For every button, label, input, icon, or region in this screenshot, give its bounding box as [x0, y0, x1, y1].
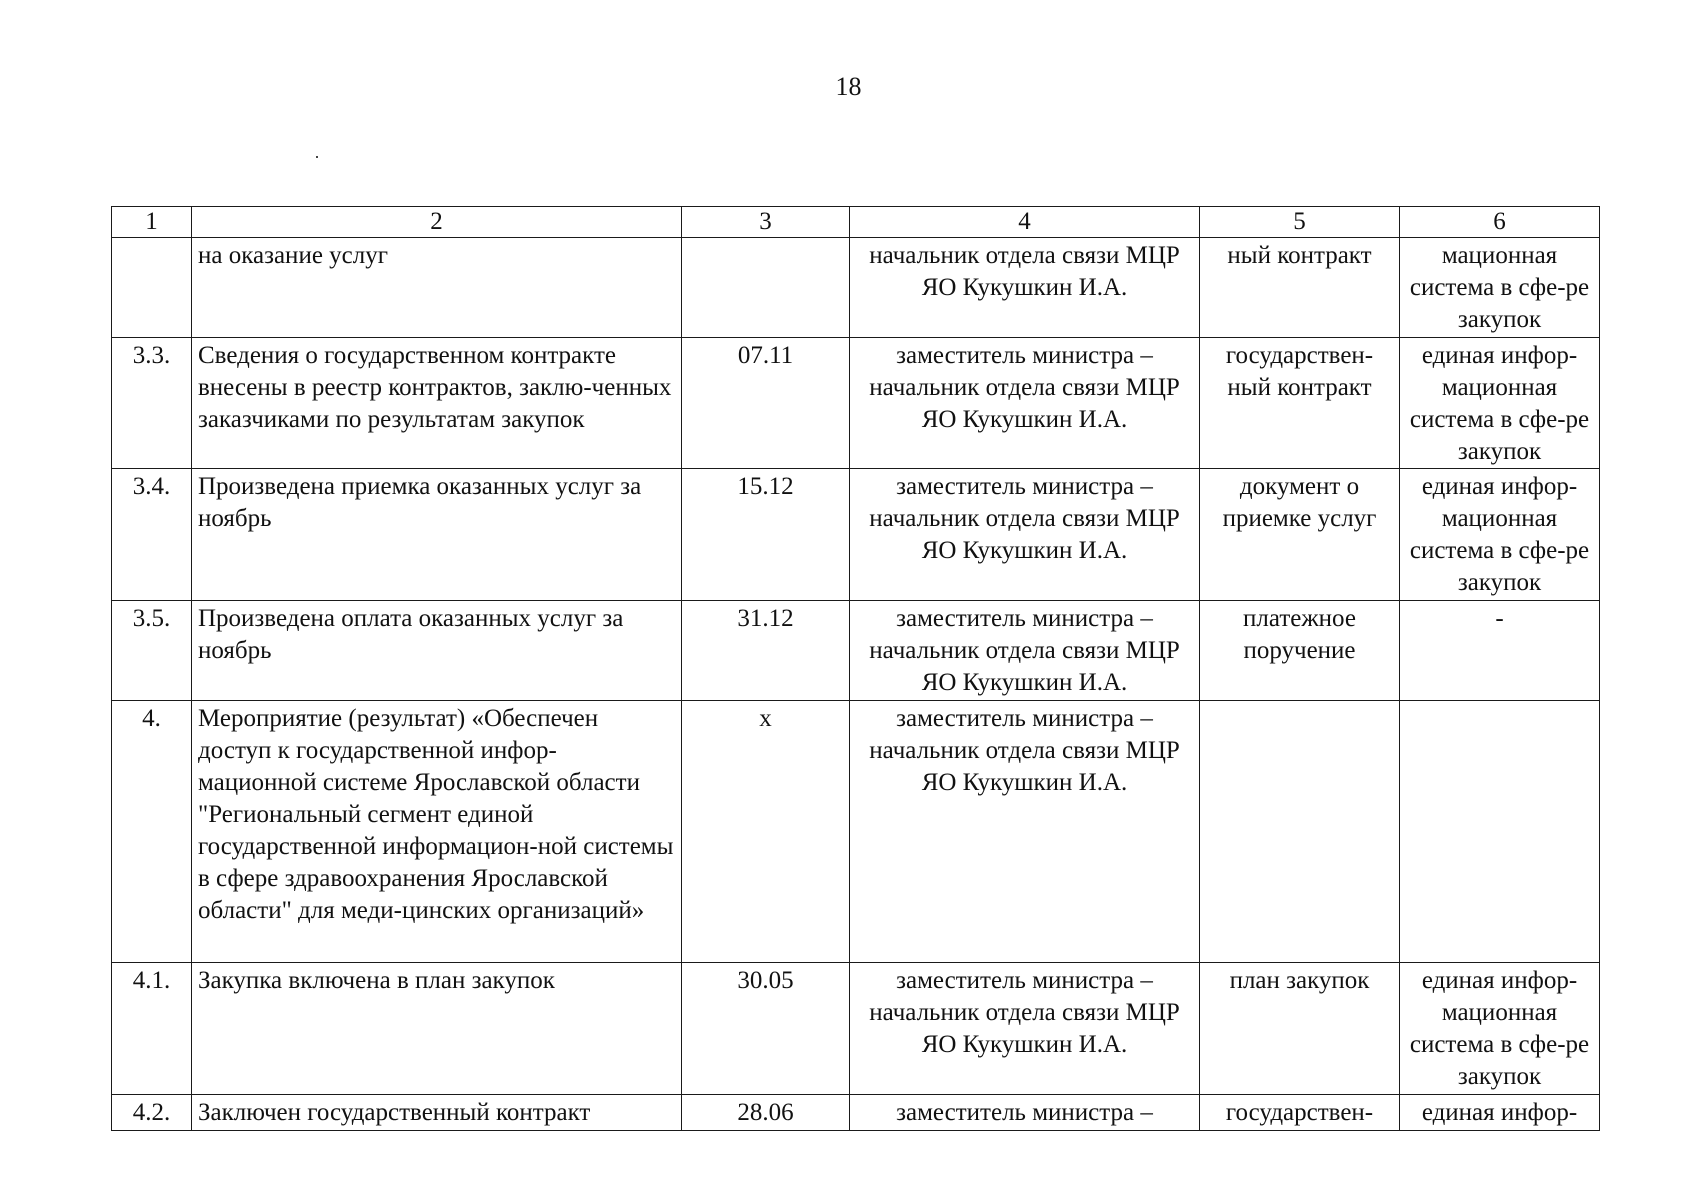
scan-speck: [316, 156, 318, 158]
table-header-row: [112, 207, 1600, 238]
document-cell: [1200, 701, 1400, 963]
table-row: [112, 963, 1600, 1095]
system-cell: единая инфор-мационная система в сфе-ре закупок: [1400, 469, 1600, 601]
row-number: 3.4.: [112, 469, 192, 601]
row-number: 3.3.: [112, 338, 192, 469]
responsible-cell: заместитель министра – начальник отдела связи МЦР ЯО Кукушкин И.А.: [850, 701, 1200, 963]
document-cell: ный контракт: [1200, 238, 1400, 338]
system-cell: -: [1400, 601, 1600, 701]
event-cell: Произведена приемка оказанных услуг за ноябрь: [192, 469, 682, 601]
header-col-3: 3: [682, 207, 850, 238]
event-cell: Произведена оплата оказанных услуг за ноябрь: [192, 601, 682, 701]
date-cell: 30.05: [682, 963, 850, 1095]
row-number: [112, 238, 192, 338]
date-cell: [682, 238, 850, 338]
system-cell: [1400, 701, 1600, 963]
row-number: 3.5.: [112, 601, 192, 701]
table-row: [112, 469, 1600, 601]
responsible-cell: заместитель министра – начальник отдела связи МЦР ЯО Кукушкин И.А.: [850, 469, 1200, 601]
table-row: [112, 701, 1600, 963]
responsible-cell: заместитель министра – начальник отдела связи МЦР ЯО Кукушкин И.А.: [850, 963, 1200, 1095]
header-col-4: 4: [850, 207, 1200, 238]
row-number: 4.2.: [112, 1095, 192, 1131]
system-cell: мационная система в сфе-ре закупок: [1400, 238, 1600, 338]
header-col-2: 2: [192, 207, 682, 238]
header-col-6: 6: [1400, 207, 1600, 238]
document-cell: план закупок: [1200, 963, 1400, 1095]
page-number: 18: [835, 72, 862, 101]
table-row: [112, 1095, 1600, 1131]
event-cell: на оказание услуг: [192, 238, 682, 338]
date-cell: 07.11: [682, 338, 850, 469]
row-number: 4.1.: [112, 963, 192, 1095]
document-cell: государствен-: [1200, 1095, 1400, 1131]
plan-table: [111, 206, 1600, 1131]
table-row: [112, 338, 1600, 469]
event-cell: Закупка включена в план закупок: [192, 963, 682, 1095]
date-cell: 15.12: [682, 469, 850, 601]
event-cell: Заключен государственный контракт: [192, 1095, 682, 1131]
event-cell: Мероприятие (результат) «Обеспечен доступ к государственной инфор-мационной системе Ярославской области "Региональный сегмент единой государственной информацион-ной системы в сфере здравоохранения Ярославской области" для меди-цинских организаций»: [192, 701, 682, 963]
responsible-cell: заместитель министра – начальник отдела связи МЦР ЯО Кукушкин И.А.: [850, 601, 1200, 701]
responsible-cell: заместитель министра –: [850, 1095, 1200, 1131]
responsible-cell: начальник отдела связи МЦР ЯО Кукушкин И.А.: [850, 238, 1200, 338]
responsible-cell: заместитель министра – начальник отдела связи МЦР ЯО Кукушкин И.А.: [850, 338, 1200, 469]
date-cell: x: [682, 701, 850, 963]
row-number: 4.: [112, 701, 192, 963]
header-col-5: 5: [1200, 207, 1400, 238]
table-row: [112, 601, 1600, 701]
system-cell: единая инфор-мационная система в сфе-ре закупок: [1400, 963, 1600, 1095]
document-cell: документ о приемке услуг: [1200, 469, 1400, 601]
document-cell: платежное поручение: [1200, 601, 1400, 701]
event-cell: Сведения о государственном контракте внесены в реестр контрактов, заклю-ченных заказчиками по результатам закупок: [192, 338, 682, 469]
system-cell: единая инфор-мационная система в сфе-ре закупок: [1400, 338, 1600, 469]
date-cell: 28.06: [682, 1095, 850, 1131]
header-col-1: 1: [112, 207, 192, 238]
table-row: [112, 238, 1600, 338]
system-cell: единая инфор-: [1400, 1095, 1600, 1131]
date-cell: 31.12: [682, 601, 850, 701]
document-cell: государствен-ный контракт: [1200, 338, 1400, 469]
